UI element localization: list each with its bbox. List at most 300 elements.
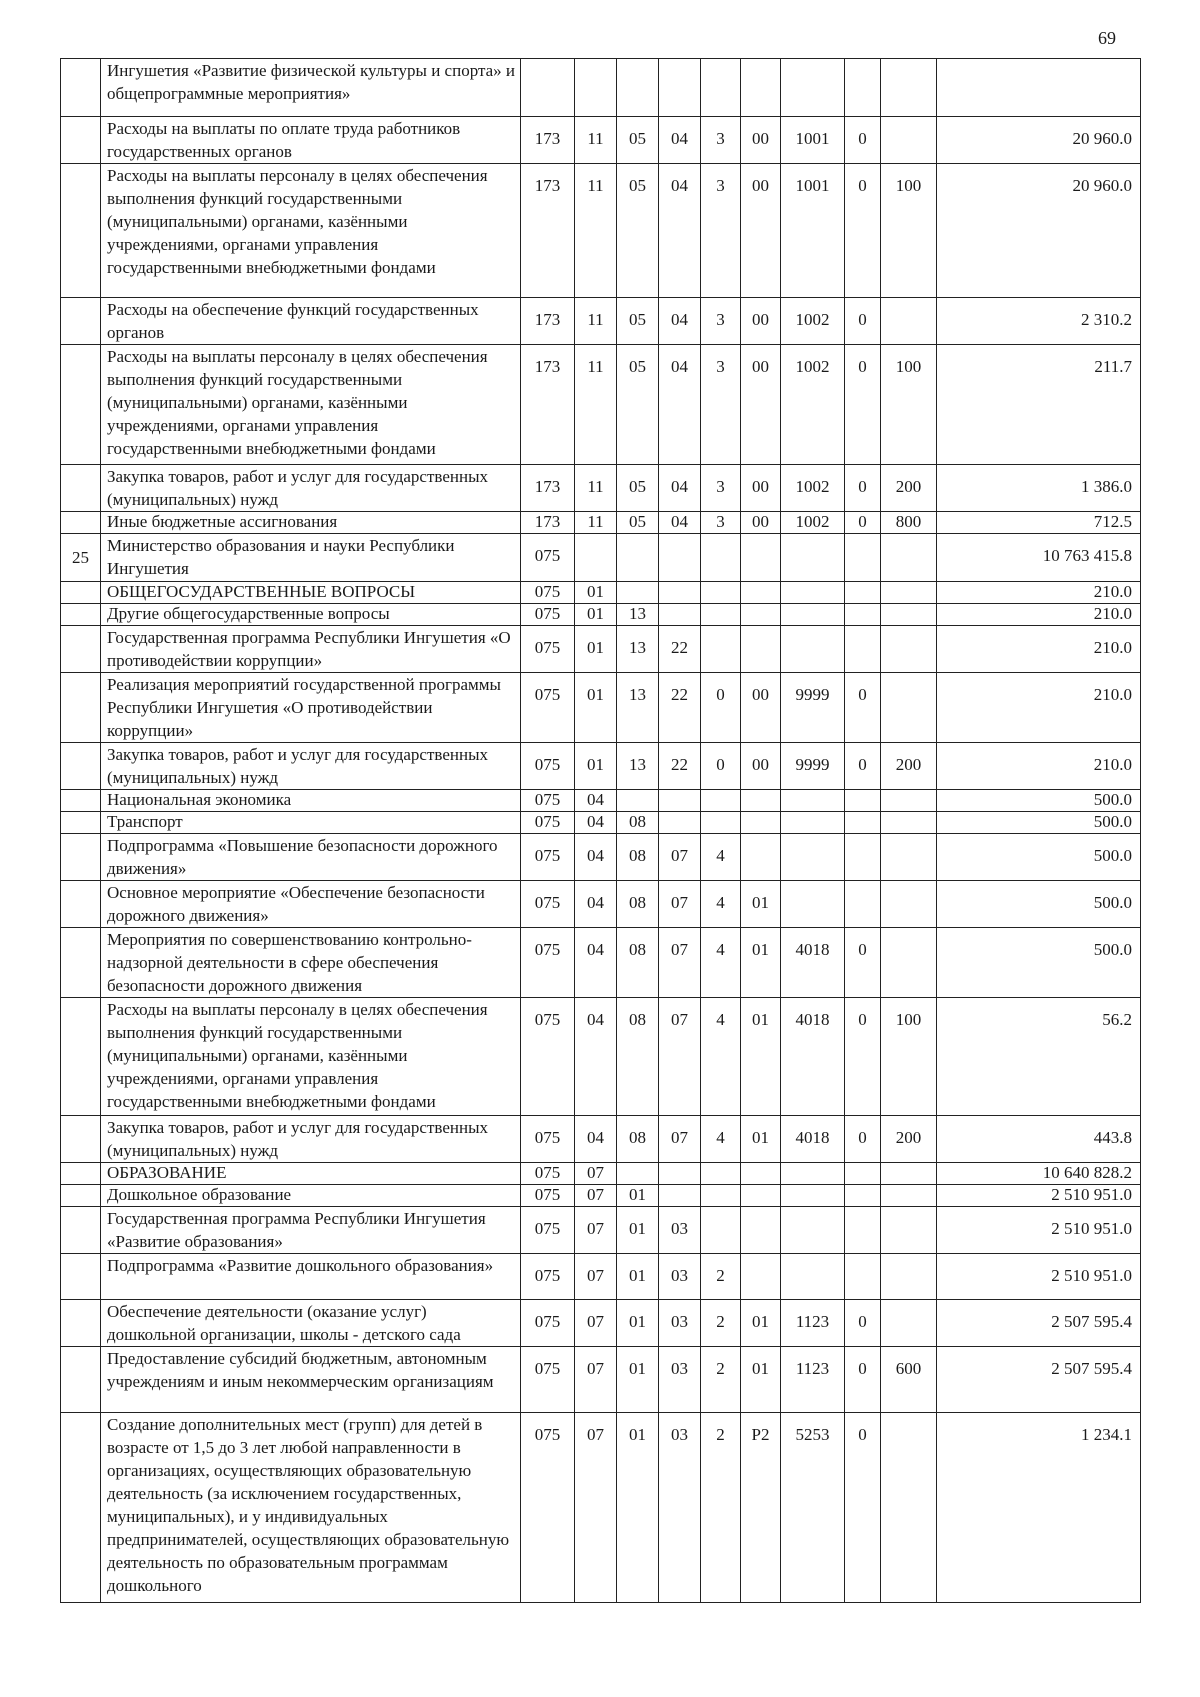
code-pr: 08 [617,928,659,998]
table-row [61,117,1141,164]
code-pr: 13 [617,743,659,790]
code-ki [845,626,881,673]
row-name: Реализация мероприятий государственной программы Республики Ингушетия «О противодействии коррупции» [101,673,521,743]
row-name: Закупка товаров, работ и услуг для государственных (муниципальных) нужд [101,465,521,512]
row-name: Подпрограмма «Развитие дошкольного образования» [101,1254,521,1300]
table-row [61,1116,1141,1163]
code-napr [781,1254,845,1300]
row-name: Мероприятия по совершенствованию контрольно-надзорной деятельности в сфере обеспечения безопасности дорожного движения [101,928,521,998]
code-gp [659,582,701,604]
code-pr: 01 [617,1185,659,1207]
code-om [741,1254,781,1300]
code-napr: 4018 [781,998,845,1116]
code-pr: 05 [617,164,659,298]
code-napr: 5253 [781,1413,845,1603]
row-sum: 1 386.0 [937,465,1141,512]
code-vr [881,582,937,604]
row-name: Закупка товаров, работ и услуг для государственных (муниципальных) нужд [101,1116,521,1163]
code-pp [701,604,741,626]
code-rz: 11 [575,164,617,298]
code-om: 00 [741,673,781,743]
code-ved: 075 [521,1254,575,1300]
code-rz: 07 [575,1207,617,1254]
code-om: P2 [741,1413,781,1603]
code-pr: 01 [617,1300,659,1347]
code-ved: 075 [521,1163,575,1185]
table-row [61,673,1141,743]
row-index [61,117,101,164]
code-ki [845,1163,881,1185]
code-pr: 08 [617,1116,659,1163]
code-rz: 01 [575,582,617,604]
table-row [61,1413,1141,1603]
row-sum: 500.0 [937,834,1141,881]
table-row [61,345,1141,465]
code-om: 01 [741,1116,781,1163]
row-index [61,298,101,345]
code-gp: 04 [659,298,701,345]
code-gp: 04 [659,117,701,164]
code-rz: 01 [575,673,617,743]
code-ki: 0 [845,928,881,998]
code-om: 00 [741,465,781,512]
code-vr [881,1163,937,1185]
code-ki [845,1207,881,1254]
code-ved: 173 [521,465,575,512]
code-napr: 1002 [781,465,845,512]
code-pp: 3 [701,512,741,534]
row-name: Предоставление субсидий бюджетным, автономным учреждениям и иным некоммерческим организациям [101,1347,521,1413]
code-om: 01 [741,928,781,998]
code-ved: 075 [521,998,575,1116]
code-gp [659,1185,701,1207]
row-index [61,790,101,812]
row-sum: 56.2 [937,998,1141,1116]
code-om: 01 [741,1347,781,1413]
code-vr [881,928,937,998]
row-sum: 2 510 951.0 [937,1185,1141,1207]
code-om: 00 [741,117,781,164]
code-pp [701,790,741,812]
code-pp [701,812,741,834]
row-name: Расходы на обеспечение функций государственных органов [101,298,521,345]
row-name: Министерство образования и науки Республики Ингушетия [101,534,521,582]
code-pr [617,1163,659,1185]
row-sum: 210.0 [937,673,1141,743]
code-napr: 1123 [781,1300,845,1347]
code-pp [701,534,741,582]
row-index [61,743,101,790]
code-pr [617,59,659,117]
code-vr [881,1254,937,1300]
code-rz: 07 [575,1163,617,1185]
code-pr: 08 [617,834,659,881]
code-napr [781,881,845,928]
row-index [61,881,101,928]
table-row [61,834,1141,881]
code-vr: 200 [881,743,937,790]
row-sum: 2 510 951.0 [937,1254,1141,1300]
code-napr: 4018 [781,928,845,998]
row-index [61,604,101,626]
code-ki: 0 [845,512,881,534]
code-napr: 1123 [781,1347,845,1413]
code-om: 00 [741,164,781,298]
code-napr: 1002 [781,345,845,465]
code-pr: 05 [617,512,659,534]
row-name: Закупка товаров, работ и услуг для государственных (муниципальных) нужд [101,743,521,790]
code-gp: 04 [659,512,701,534]
table-row [61,928,1141,998]
code-napr [781,604,845,626]
code-gp: 03 [659,1207,701,1254]
code-ki: 0 [845,117,881,164]
code-pp: 3 [701,345,741,465]
code-gp [659,604,701,626]
row-name: Государственная программа Республики Ингушетия «О противодействии коррупции» [101,626,521,673]
code-vr [881,1413,937,1603]
code-pp [701,1163,741,1185]
table-row [61,59,1141,117]
code-pp: 4 [701,834,741,881]
row-index [61,1116,101,1163]
code-ved: 075 [521,928,575,998]
code-ved: 075 [521,1185,575,1207]
table-row [61,164,1141,298]
code-ved: 075 [521,1347,575,1413]
table-row [61,298,1141,345]
code-vr: 100 [881,164,937,298]
code-vr [881,59,937,117]
code-gp: 07 [659,1116,701,1163]
code-om: 00 [741,743,781,790]
row-name: Расходы на выплаты по оплате труда работников государственных органов [101,117,521,164]
code-ved: 075 [521,1300,575,1347]
code-pr: 05 [617,298,659,345]
row-sum: 712.5 [937,512,1141,534]
code-gp: 03 [659,1347,701,1413]
table-row [61,743,1141,790]
row-index [61,1413,101,1603]
row-sum: 500.0 [937,812,1141,834]
row-index [61,345,101,465]
code-ved: 075 [521,534,575,582]
code-rz [575,59,617,117]
code-ved: 075 [521,1413,575,1603]
code-pp [701,1185,741,1207]
code-om: 01 [741,1300,781,1347]
table-row [61,1185,1141,1207]
code-ved: 075 [521,790,575,812]
row-sum: 2 310.2 [937,298,1141,345]
code-ki [845,59,881,117]
code-om: 00 [741,298,781,345]
code-napr [781,1185,845,1207]
code-rz: 04 [575,834,617,881]
row-name: Создание дополнительных мест (групп) для детей в возрасте от 1,5 до 3 лет любой направленности в организациях, осуществляющих образовательную деятельность (за исключением государственных, муниципальных), и у индивидуальных предпринимателей, осуществляющих образовательную деятельность по образовательным программам дошкольного [101,1413,521,1603]
code-napr: 1001 [781,164,845,298]
code-rz: 04 [575,1116,617,1163]
code-pp: 0 [701,743,741,790]
code-pr: 05 [617,117,659,164]
code-ved: 075 [521,582,575,604]
code-om [741,1163,781,1185]
code-pp: 2 [701,1300,741,1347]
code-pp [701,1207,741,1254]
code-ved: 075 [521,1207,575,1254]
code-pp: 4 [701,881,741,928]
code-ki: 0 [845,345,881,465]
code-napr: 9999 [781,673,845,743]
row-sum: 500.0 [937,790,1141,812]
table-row [61,1347,1141,1413]
code-gp: 22 [659,743,701,790]
row-index [61,164,101,298]
code-ved: 075 [521,673,575,743]
table-row [61,812,1141,834]
code-vr [881,298,937,345]
row-sum: 2 510 951.0 [937,1207,1141,1254]
code-rz: 11 [575,345,617,465]
row-name: Основное мероприятие «Обеспечение безопасности дорожного движения» [101,881,521,928]
row-index [61,1185,101,1207]
code-gp: 07 [659,881,701,928]
code-gp: 04 [659,164,701,298]
code-om [741,1207,781,1254]
code-om: 01 [741,998,781,1116]
row-name: ОБРАЗОВАНИЕ [101,1163,521,1185]
code-rz: 01 [575,626,617,673]
code-napr [781,626,845,673]
code-pr: 01 [617,1413,659,1603]
row-name: Государственная программа Республики Ингушетия «Развитие образования» [101,1207,521,1254]
code-ved: 173 [521,298,575,345]
code-rz: 04 [575,928,617,998]
code-ki: 0 [845,164,881,298]
code-vr [881,881,937,928]
code-vr [881,604,937,626]
code-gp: 07 [659,928,701,998]
code-om [741,812,781,834]
code-rz: 11 [575,117,617,164]
table-row [61,881,1141,928]
code-pp: 4 [701,1116,741,1163]
code-pr: 08 [617,812,659,834]
row-name: Транспорт [101,812,521,834]
code-ki: 0 [845,298,881,345]
code-napr: 9999 [781,743,845,790]
code-napr [781,790,845,812]
table-row [61,512,1141,534]
code-vr: 100 [881,345,937,465]
code-vr [881,117,937,164]
code-napr [781,534,845,582]
code-rz: 07 [575,1347,617,1413]
code-ved: 173 [521,512,575,534]
code-ved [521,59,575,117]
code-vr [881,626,937,673]
code-ki [845,582,881,604]
row-index [61,673,101,743]
table-row [61,465,1141,512]
code-rz: 11 [575,298,617,345]
code-gp: 03 [659,1300,701,1347]
code-pr [617,534,659,582]
table-row [61,790,1141,812]
code-ki [845,834,881,881]
code-om [741,1185,781,1207]
code-rz: 04 [575,998,617,1116]
code-vr: 200 [881,465,937,512]
code-vr [881,534,937,582]
code-rz: 07 [575,1300,617,1347]
code-ki: 0 [845,1347,881,1413]
table-row [61,604,1141,626]
code-napr [781,59,845,117]
row-index [61,512,101,534]
code-ved: 075 [521,743,575,790]
code-pp: 2 [701,1254,741,1300]
row-index [61,1300,101,1347]
row-index [61,1163,101,1185]
code-pp [701,59,741,117]
code-vr [881,790,937,812]
code-om [741,790,781,812]
row-name: Другие общегосударственные вопросы [101,604,521,626]
code-gp: 22 [659,626,701,673]
row-index: 25 [61,534,101,582]
code-ki [845,812,881,834]
row-sum: 443.8 [937,1116,1141,1163]
code-pp: 3 [701,298,741,345]
code-rz: 11 [575,512,617,534]
code-rz: 04 [575,812,617,834]
row-sum: 20 960.0 [937,164,1141,298]
row-index [61,582,101,604]
row-sum: 210.0 [937,743,1141,790]
code-om: 01 [741,881,781,928]
row-sum: 210.0 [937,626,1141,673]
row-sum: 2 507 595.4 [937,1347,1141,1413]
row-index [61,626,101,673]
row-sum: 210.0 [937,582,1141,604]
row-name: Национальная экономика [101,790,521,812]
code-rz: 11 [575,465,617,512]
code-ki [845,604,881,626]
code-om [741,534,781,582]
code-rz: 01 [575,743,617,790]
code-pp: 0 [701,673,741,743]
code-gp [659,790,701,812]
code-pp: 2 [701,1347,741,1413]
code-pr [617,790,659,812]
code-ved: 075 [521,812,575,834]
code-vr [881,834,937,881]
table-row [61,626,1141,673]
table-row [61,1300,1141,1347]
code-ved: 173 [521,164,575,298]
code-pp [701,626,741,673]
code-rz: 04 [575,790,617,812]
row-index [61,1347,101,1413]
code-pp: 3 [701,465,741,512]
row-name: Иные бюджетные ассигнования [101,512,521,534]
code-ki: 0 [845,673,881,743]
code-pr: 01 [617,1254,659,1300]
code-gp: 03 [659,1413,701,1603]
code-om: 00 [741,512,781,534]
code-ved: 173 [521,117,575,164]
code-gp: 03 [659,1254,701,1300]
code-napr [781,834,845,881]
row-name: Расходы на выплаты персоналу в целях обеспечения выполнения функций государственными (муниципальными) органами, казёнными учреждениями, органами управления государственными внебюджетными фондами [101,998,521,1116]
code-ki: 0 [845,1300,881,1347]
row-name: Подпрограмма «Повышение безопасности дорожного движения» [101,834,521,881]
code-gp: 07 [659,998,701,1116]
code-napr [781,1207,845,1254]
table-row [61,534,1141,582]
budget-table [60,58,1141,1603]
code-napr [781,1163,845,1185]
row-index [61,465,101,512]
code-gp: 22 [659,673,701,743]
code-ki [845,534,881,582]
code-napr: 1001 [781,117,845,164]
code-rz: 01 [575,604,617,626]
row-sum: 10 640 828.2 [937,1163,1141,1185]
row-name: Ингушетия «Развитие физической культуры и спорта» и общепрограммные мероприятия» [101,59,521,117]
code-rz: 04 [575,881,617,928]
code-pr: 01 [617,1207,659,1254]
code-ved: 075 [521,604,575,626]
code-ved: 075 [521,626,575,673]
code-ki: 0 [845,1413,881,1603]
table-row [61,1254,1141,1300]
code-pp: 4 [701,928,741,998]
code-gp: 07 [659,834,701,881]
row-index [61,1207,101,1254]
code-gp [659,534,701,582]
row-sum: 2 507 595.4 [937,1300,1141,1347]
table-row [61,998,1141,1116]
row-index [61,834,101,881]
code-ki: 0 [845,465,881,512]
code-rz: 07 [575,1185,617,1207]
code-om [741,604,781,626]
code-pr: 13 [617,626,659,673]
code-vr: 100 [881,998,937,1116]
code-ki: 0 [845,743,881,790]
code-ki [845,790,881,812]
row-name: ОБЩЕГОСУДАРСТВЕННЫЕ ВОПРОСЫ [101,582,521,604]
code-vr [881,1207,937,1254]
code-ki [845,1185,881,1207]
row-sum: 500.0 [937,928,1141,998]
code-vr [881,1300,937,1347]
row-sum: 210.0 [937,604,1141,626]
row-sum: 500.0 [937,881,1141,928]
row-index [61,998,101,1116]
code-ved: 075 [521,881,575,928]
code-om [741,834,781,881]
page-number: 69 [1098,28,1116,48]
row-sum: 211.7 [937,345,1141,465]
code-gp [659,59,701,117]
row-sum: 1 234.1 [937,1413,1141,1603]
code-om [741,59,781,117]
code-ved: 075 [521,1116,575,1163]
row-sum: 10 763 415.8 [937,534,1141,582]
